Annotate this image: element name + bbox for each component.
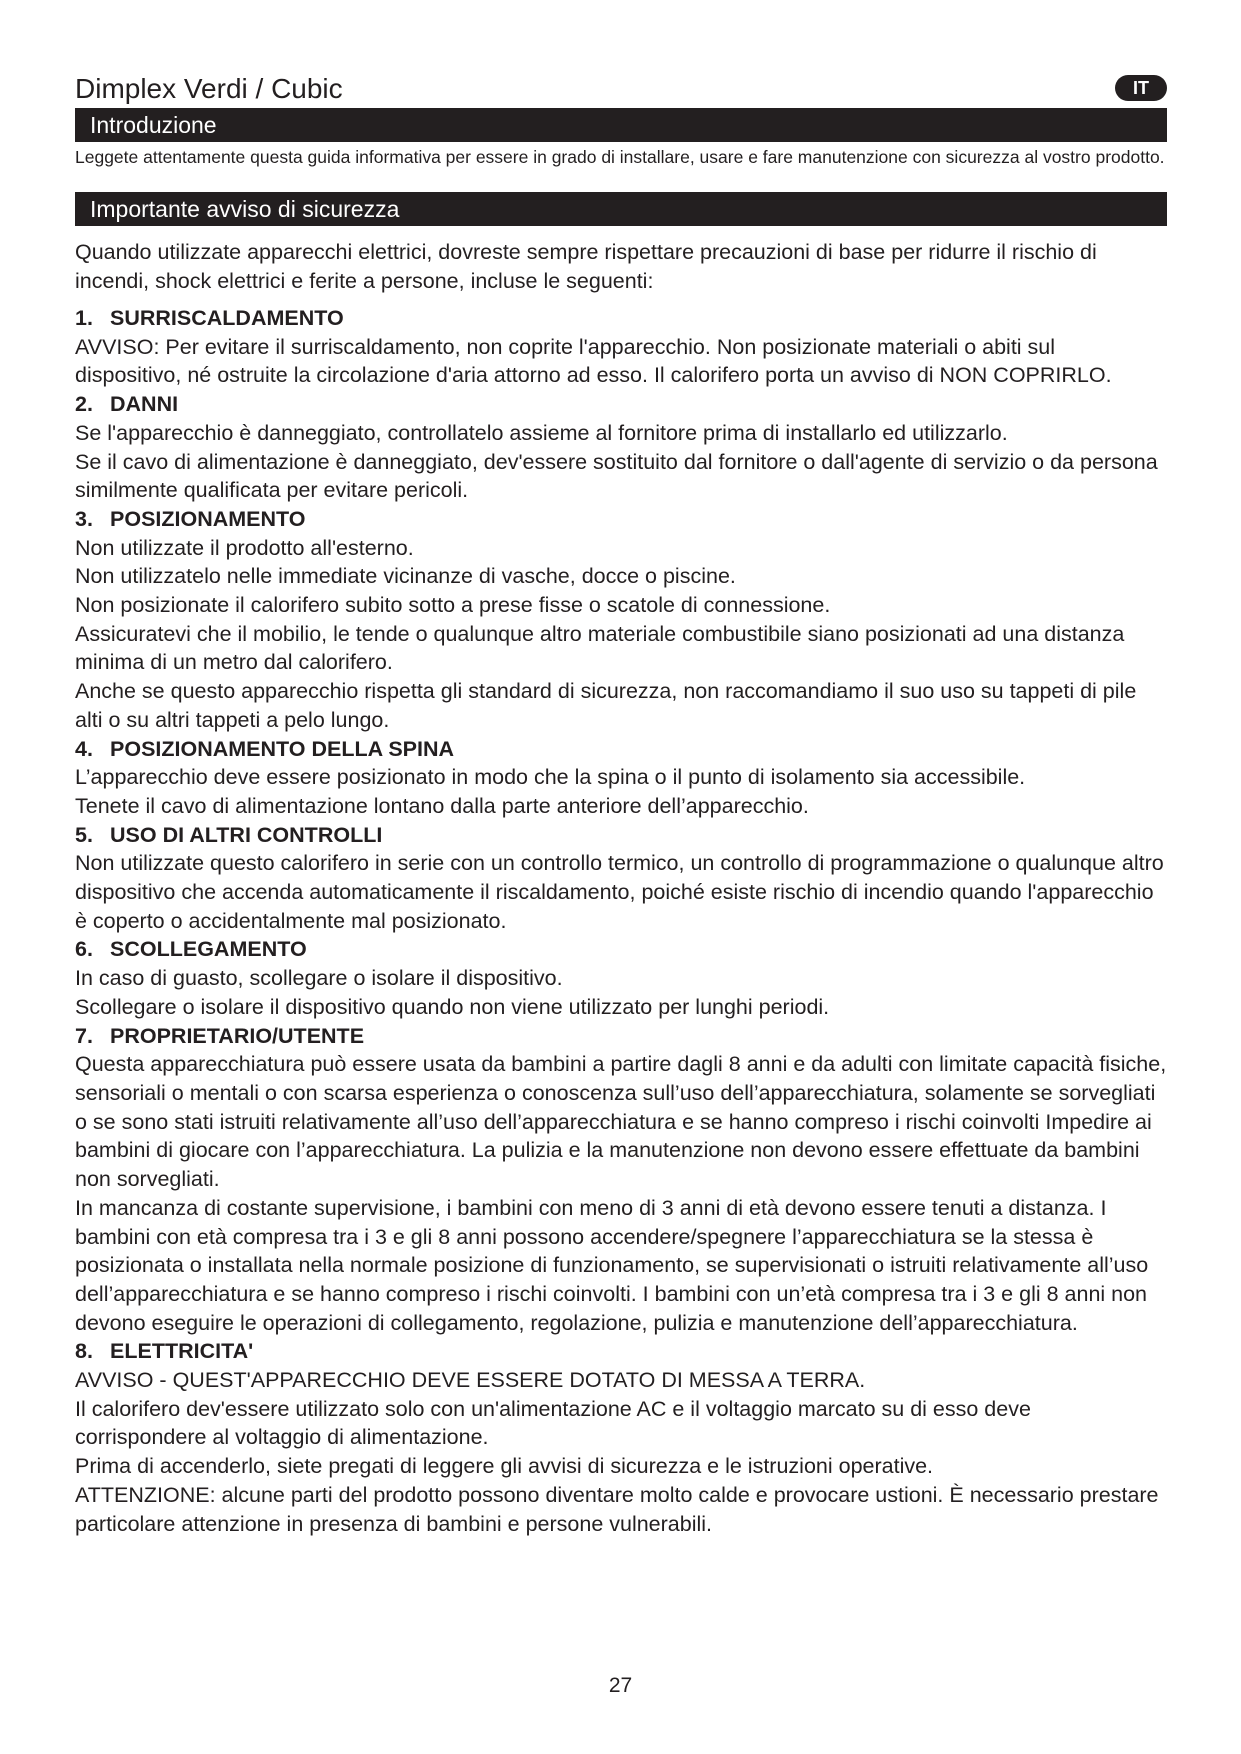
safety-item-number: 4. xyxy=(75,736,93,761)
manual-page xyxy=(75,72,1167,1538)
safety-item-number: 1. xyxy=(75,306,93,330)
safety-item-paragraph: Non utilizzate questo calorifero in serie con un controllo termico, un controllo di programmazione o qualunque altro dispositivo che accenda automaticamente il riscaldamento, poiché esiste rischio di incendio quando l'apparecchio è coperto o accidentalmente mal posizionato. xyxy=(75,851,1164,933)
safety-item-title: DANNI xyxy=(110,392,179,417)
language-badge: IT xyxy=(1115,75,1167,101)
safety-item-paragraph: AVVISO - QUEST'APPARECCHIO DEVE ESSERE DOTATO DI MESSA A TERRA. xyxy=(75,1368,866,1393)
safety-item-paragraph: In mancanza di costante supervisione, i bambini con meno di 3 anni di età devono essere tenuti a distanza. I bambini con età compresa tra i 3 e gli 8 anni possono accendere/spegnere l’apparecchiatura se la stessa è posizionata o installata nella normale posizione di funzionamento, se supervisionati o istruiti relativamente all’uso dell’apparecchiatura e se hanno compreso i rischi coinvolti. I bambini con un’età compresa tra i 3 e gli 8 anni non devono eseguire le operazioni di collegamento, regolazione, pulizia e manutenzione dell’apparecchiatura. xyxy=(75,1195,1149,1335)
safety-item-paragraph: Prima di accenderlo, siete pregati di leggere gli avvisi di sicurezza e le istruzioni operative. xyxy=(75,1454,934,1479)
intro-section-heading: Introduzione xyxy=(75,108,1167,142)
safety-item-list xyxy=(75,304,1167,1538)
safety-item-paragraph: AVVISO: Per evitare il surriscaldamento, non coprite l'apparecchio. Non posizionate materiali o abiti sul dispositivo, né ostruite la circolazione d'aria attorno ad esso. Il calorifero porta un avviso di NON COPRIRLO. xyxy=(75,334,1112,388)
safety-item-paragraph: Non utilizzate il prodotto all'esterno. xyxy=(75,535,414,560)
safety-item-title: POSIZIONAMENTO xyxy=(110,506,306,531)
safety-item xyxy=(75,735,1167,821)
safety-item-body xyxy=(75,534,1167,735)
safety-item-heading xyxy=(75,1337,1167,1366)
safety-item-heading xyxy=(75,821,1167,850)
safety-item-paragraph: Anche se questo apparecchio rispetta gli standard di sicurezza, non raccomandiamo il suo uso su tappeti di pile alti o su altri tappeti a pelo lungo. xyxy=(75,679,1137,732)
document-header xyxy=(75,72,1167,106)
page-number: 27 xyxy=(608,1674,633,1697)
safety-item-number: 6. xyxy=(75,937,93,962)
safety-item-paragraph: Non utilizzatelo nelle immediate vicinanze di vasche, docce o piscine. xyxy=(75,564,736,589)
safety-item-title: POSIZIONAMENTO DELLA SPINA xyxy=(110,736,455,761)
safety-item-number: 7. xyxy=(75,1023,93,1048)
safety-item xyxy=(75,390,1167,505)
safety-item-paragraph: Se l'apparecchio è danneggiato, controllatelo assieme al fornitore prima di installarlo ed utilizzarlo. xyxy=(75,420,1008,445)
safety-item-heading xyxy=(75,935,1167,964)
safety-item-body xyxy=(75,333,1167,390)
safety-item-body xyxy=(75,419,1167,505)
safety-item-heading xyxy=(75,304,1167,333)
safety-item-title: SCOLLEGAMENTO xyxy=(110,937,307,962)
safety-item-paragraph: In caso di guasto, scollegare o isolare il dispositivo. xyxy=(75,966,563,991)
safety-item-paragraph: Scollegare o isolare il dispositivo quando non viene utilizzato per lunghi periodi. xyxy=(75,994,830,1019)
safety-item-heading xyxy=(75,390,1167,419)
safety-item-paragraph: L’apparecchio deve essere posizionato in modo che la spina o il punto di isolamento sia accessibile. xyxy=(75,765,1026,790)
safety-lead-text: Quando utilizzate apparecchi elettrici, dovreste sempre rispettare precauzioni di base per ridurre il rischio di incendi, shock elettrici e ferite a persone, incluse le seguenti: xyxy=(75,240,1097,293)
safety-section-heading: Importante avviso di sicurezza xyxy=(75,192,1167,226)
safety-item xyxy=(75,304,1167,390)
safety-item xyxy=(75,935,1167,1021)
safety-item-body xyxy=(75,763,1167,820)
safety-item-body xyxy=(75,1050,1167,1337)
safety-item-paragraph: Non posizionate il calorifero subito sotto a prese fisse o scatole di connessione. xyxy=(75,593,831,618)
safety-item xyxy=(75,505,1167,735)
intro-text: Leggete attentamente questa guida informativa per essere in grado di installare, usare e fare manutenzione con sicurezza al vostro prodotto. xyxy=(75,147,1165,167)
safety-item-body xyxy=(75,849,1167,935)
safety-item-paragraph: Questa apparecchiatura può essere usata da bambini a partire dagli 8 anni e da adulti con limitate capacità fisiche, sensoriali o mentali o con scarsa esperienza o conoscenza sull’uso dell’apparecchiatura, solamente se sorvegliati o se sono stati istruiti relativamente all’uso dell’apparecchiatura e se hanno compreso i rischi coinvolti Impedire ai bambini di giocare con l’apparecchiatura. La pulizia e la manutenzione non devono essere effettuate da bambini non sorvegliati. xyxy=(75,1052,1167,1192)
safety-item-paragraph: ATTENZIONE: alcune parti del prodotto possono diventare molto calde e provocare ustioni. È necessario prestare particolare attenzione in presenza di bambini e persone vulnerabili. xyxy=(75,1482,1159,1536)
safety-item xyxy=(75,1022,1167,1338)
safety-item-heading xyxy=(75,505,1167,534)
safety-item-paragraph: Assicuratevi che il mobilio, le tende o qualunque altro materiale combustibile siano posizionati ad una distanza minima di un metro dal calorifero. xyxy=(75,621,1125,675)
safety-item-number: 3. xyxy=(75,506,93,531)
safety-item xyxy=(75,1337,1167,1538)
safety-item-heading xyxy=(75,1022,1167,1051)
safety-item-number: 5. xyxy=(75,822,93,847)
safety-item-title: SURRISCALDAMENTO xyxy=(110,306,344,330)
safety-item-title: ELETTRICITA' xyxy=(110,1339,254,1364)
safety-item-title: USO DI ALTRI CONTROLLI xyxy=(110,822,383,847)
safety-item-title: PROPRIETARIO/UTENTE xyxy=(110,1023,365,1048)
safety-item xyxy=(75,821,1167,936)
safety-item-paragraph: Il calorifero dev'essere utilizzato solo con un'alimentazione AC e il voltaggio marcato su di esso deve corrispondere al voltaggio di alimentazione. xyxy=(75,1396,1031,1450)
document-title: Dimplex Verdi / Cubic xyxy=(75,73,343,104)
safety-item-number: 8. xyxy=(75,1339,93,1364)
safety-item-body xyxy=(75,1366,1167,1538)
safety-item-heading xyxy=(75,735,1167,764)
safety-item-number: 2. xyxy=(75,392,93,417)
safety-item-paragraph: Tenete il cavo di alimentazione lontano dalla parte anteriore dell’apparecchio. xyxy=(75,793,809,818)
safety-item-paragraph: Se il cavo di alimentazione è danneggiato, dev'essere sostituito dal fornitore o dall'agente di servizio o da persona similmente qualificata per evitare pericoli. xyxy=(75,449,1158,503)
safety-item-body xyxy=(75,964,1167,1021)
